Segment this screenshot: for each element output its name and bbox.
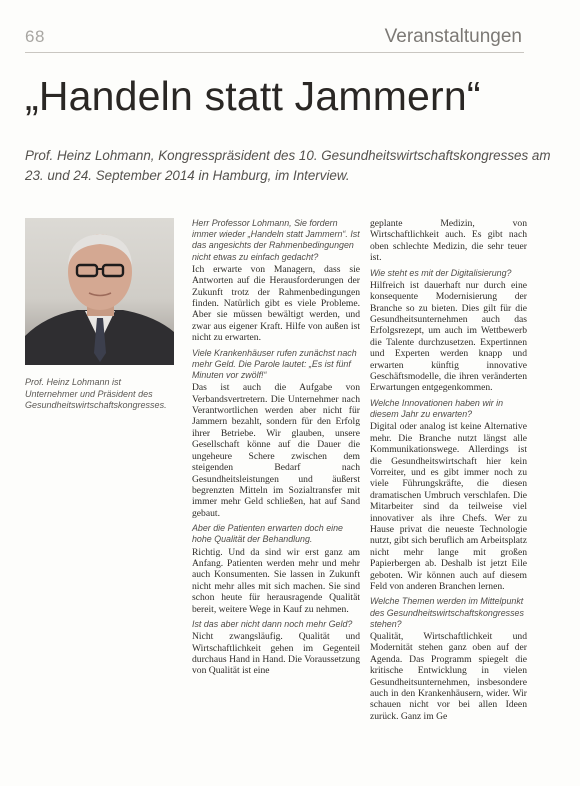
- interview-answer: geplante Medizin, von Wirtschaftlichkeit auch. Es gibt nach oben schlechte Medizin, die sehr teuer ist.: [370, 218, 527, 264]
- interview-question: Welche Innovationen haben wir in diesem Jahr zu erwarten?: [370, 397, 504, 420]
- interview-answer: Digital oder analog ist keine Alternative mehr. Die Branche nutzt längst alle Kommunikationswege. Allerdings ist die Gesundheitswirtschaft hier kein Vorreiter, und es gibt immer noch zu viele Führungskräfte, die diesen dramatischen Umbruch verschlafen. Die Mitarbeiter sind da teilweise viel innovativer als ihre Chefs. Wer zu Hause privat die neueste Technologie nutzt, gibt sich beruflich am Arbeitsplatz nicht mehr lange mit großen Papierbergen ab. Deshalb ist jetzt Eile geboten. Wir können auch auf diesem Feld von anderen Branchen lernen.: [370, 421, 527, 592]
- interview-answer: Nicht zwangsläufig. Qualität und Wirtschaftlichkeit gehen im Gegenteil durchaus Hand in Hand. Die Voraussetzung von Qualität ist eine: [192, 631, 360, 677]
- interview-question: Wie steht es mit der Digitalisierung?: [370, 267, 512, 278]
- interview-question: Herr Professor Lohmann, Sie fordern immer wieder „Handeln statt Jammern“. Ist das angesichts der Rahmenbedingungen nicht etwas zu einfach gedacht?: [192, 218, 360, 262]
- article-headline: „Handeln statt Jammern“: [25, 73, 481, 119]
- section-title: Veranstaltungen: [384, 26, 522, 47]
- article-subtitle: Prof. Heinz Lohmann, Kongresspräsident des 10. Gesundheitswirtschaftskongresses am 23. und 24. September 2014 in Hamburg, im Interview.: [25, 148, 551, 183]
- interview-answer: Das ist auch die Aufgabe von Verbandsvertretern. Die Unternehmer nach Verantwortlichen werden aber nicht für Jammern bezahlt, sondern für den Erfolg ihrer Betriebe. Wir glauben, unsere Gesellschaft könne auf die Dauer die ungeheure Schere zwischen dem steigenden Bedarf nach Gesundheitsleistungen und äußerst begrenzten Mitteln im Sozialtransfer mit immer mehr Geld schließen, hat auf Sand gebaut.: [192, 382, 360, 519]
- interview-question: Ist das aber nicht dann noch mehr Geld?: [192, 618, 353, 629]
- interview-question: Viele Krankenhäuser rufen zunächst nach mehr Geld. Die Parole lautet: „Es ist fünf Minuten vor zwölf!“: [192, 347, 357, 381]
- interview-answer: Richtig. Und da sind wir erst ganz am Anfang. Patienten werden mehr und mehr auch Konsumenten. Sie lassen in Zukunft nicht mehr alles mit sich machen. Sie sind schon heute für herausragende Qualität bereit, weitere Wege in Kauf zu nehmen.: [192, 546, 360, 615]
- interview-question: Welche Themen werden im Mittelpunkt des Gesundheitswirtschaftskongresses stehen?: [370, 596, 524, 629]
- portrait-photo: [25, 218, 174, 365]
- page-number: 68: [25, 27, 45, 46]
- photo-caption: Prof. Heinz Lohmann ist Unternehmer und Präsident des Gesundheitswirtschaftskongresses.: [25, 377, 167, 410]
- interview-answer: Qualität, Wirtschaftlichkeit und Modernität stehen ganz oben auf der Agenda. Das Programm spiegelt die kritische Entwicklung in vielen Gesundheitsunternehmen, insbesondere auch in den Krankenhäusern, wider. Wir schauen nicht vor bei allen Ideen zurück. Ganz im Ge: [370, 631, 527, 722]
- article-column-1: [192, 218, 360, 681]
- interview-answer: Ich erwarte von Managern, dass sie Antworten auf die Herausforderungen der Zukunft trotz der Rahmenbedingungen finden. Natürlich gibt es viele Probleme. Aber sie müssen bewältigt werden, und zwar aus eigener Kraft. Hilfe von außen ist nicht zu erwarten.: [192, 263, 360, 344]
- article-column-2: [370, 218, 527, 726]
- interview-question: Aber die Patienten erwarten doch eine hohe Qualität der Behandlung.: [192, 523, 343, 545]
- interview-answer: Hilfreich ist dauerhaft nur durch eine konsequente Modernisierung der Branche so zu bieten. Dies gilt für die Gesundheitsunternehmen auch das Erfolgsrezept, um auch im Wettbewerb die Talente durchzusetzen. Expertinnen und Experten werden knapp und erwarten künftig innovative Geschäftsmodelle, die ihren veränderten Erwartungen entgegenkommen.: [370, 279, 527, 394]
- header-rule: [25, 52, 524, 53]
